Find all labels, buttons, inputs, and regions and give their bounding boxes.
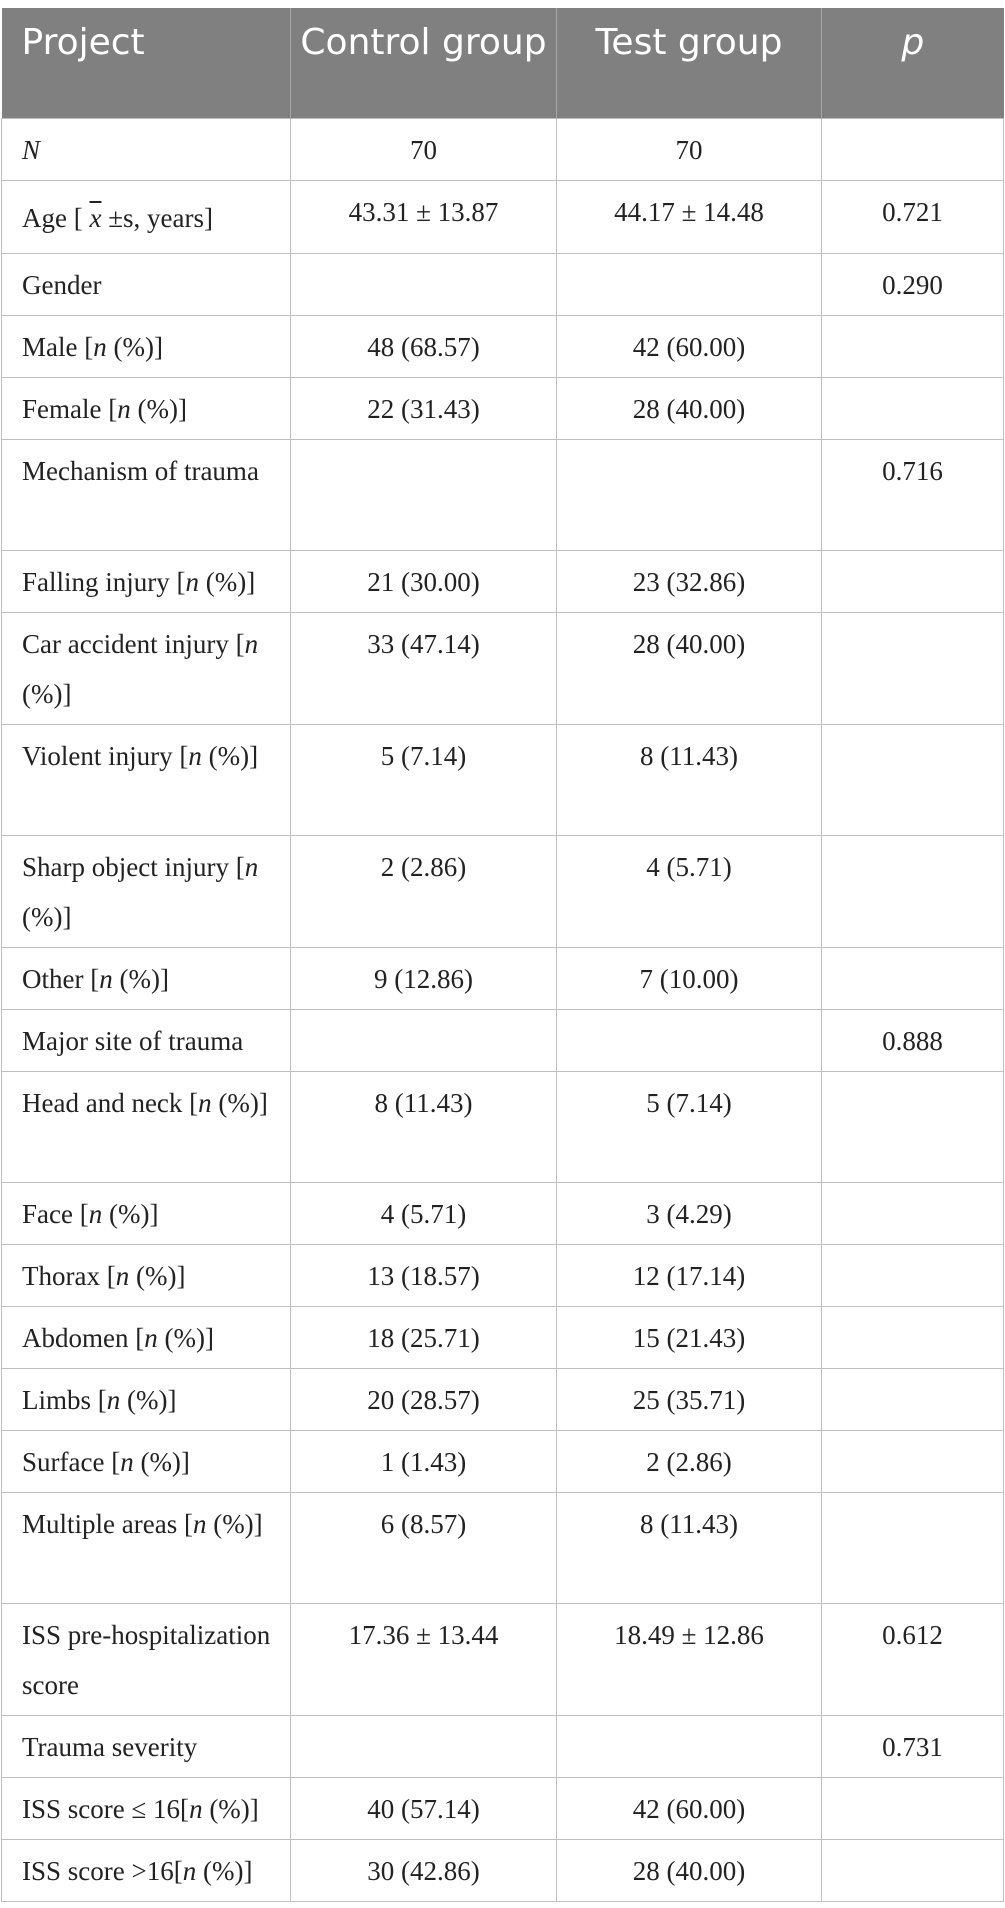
test-group-cell: 2 (2.86) xyxy=(557,1430,822,1492)
row-label xyxy=(2,1244,291,1306)
p-value-cell xyxy=(822,724,1004,835)
row-label-text: Abdomen [ xyxy=(22,1322,145,1353)
p-value-cell xyxy=(822,1839,1004,1901)
row-label-italic: n xyxy=(88,1198,103,1229)
p-value-cell: 0.721 xyxy=(822,180,1004,253)
p-value-cell xyxy=(822,947,1004,1009)
row-label-italic: n xyxy=(93,331,107,362)
table-row xyxy=(2,947,1004,1009)
test-group-cell xyxy=(557,1715,822,1777)
row-label-text: Mechanism of trauma xyxy=(22,455,259,486)
row-label-suffix: (%)] xyxy=(129,1260,186,1291)
baseline-characteristics-table xyxy=(1,8,1004,1902)
row-label xyxy=(2,724,291,835)
table-row xyxy=(2,1182,1004,1244)
table-row xyxy=(2,118,1004,180)
row-label xyxy=(2,1603,291,1715)
table-row xyxy=(2,1715,1004,1777)
table-row xyxy=(2,1306,1004,1368)
p-value-cell xyxy=(822,1306,1004,1368)
row-label-italic: n xyxy=(115,1260,130,1291)
row-label xyxy=(2,315,291,377)
row-label-italic: n xyxy=(188,740,202,771)
p-value-cell xyxy=(822,1182,1004,1244)
row-label-suffix: (%)] xyxy=(133,1446,190,1477)
p-value-cell xyxy=(822,1777,1004,1839)
test-group-cell: 42 (60.00) xyxy=(557,1777,822,1839)
table-row xyxy=(2,724,1004,835)
test-group-cell: 12 (17.14) xyxy=(557,1244,822,1306)
row-label-italic: n xyxy=(244,851,259,882)
row-label-text: Other [ xyxy=(22,963,100,994)
row-label-suffix: (%)] xyxy=(157,1322,214,1353)
row-label-text: Male [ xyxy=(22,331,94,362)
test-group-cell: 5 (7.14) xyxy=(557,1071,822,1182)
p-value-cell xyxy=(822,1430,1004,1492)
row-label xyxy=(2,118,291,180)
control-group-cell: 4 (5.71) xyxy=(291,1182,557,1244)
row-label-text: Major site of trauma xyxy=(22,1025,244,1056)
test-group-cell: 4 (5.71) xyxy=(557,835,822,947)
row-label-text: Car accident injury [ xyxy=(22,628,245,659)
table-row xyxy=(2,180,1004,253)
row-label xyxy=(2,1715,291,1777)
row-label-suffix: (%)] xyxy=(201,740,259,771)
control-group-cell: 22 (31.43) xyxy=(291,377,557,439)
row-label-text: ISS score ≤ 16[ xyxy=(22,1793,190,1824)
control-group-cell: 5 (7.14) xyxy=(291,724,557,835)
p-value-cell: 0.612 xyxy=(822,1603,1004,1715)
control-group-cell: 13 (18.57) xyxy=(291,1244,557,1306)
control-group-cell: 9 (12.86) xyxy=(291,947,557,1009)
row-label-text: Multiple areas [ xyxy=(22,1508,193,1539)
row-label-italic: n xyxy=(189,1793,203,1824)
p-value-cell xyxy=(822,118,1004,180)
mean-symbol: $\overline{x}$ xyxy=(89,202,102,233)
header-row xyxy=(2,8,1004,118)
test-group-cell: 28 (40.00) xyxy=(557,1839,822,1901)
header-project: Project xyxy=(2,8,291,118)
row-label-text: Head and neck [ xyxy=(22,1087,199,1118)
row-label xyxy=(2,835,291,947)
row-label-suffix: (%)] xyxy=(22,901,72,932)
p-value-cell: 0.888 xyxy=(822,1009,1004,1071)
test-group-cell: 70 xyxy=(557,118,822,180)
row-label-text: Trauma severity xyxy=(22,1731,198,1762)
row-label-italic: n xyxy=(120,1446,134,1477)
control-group-cell: 1 (1.43) xyxy=(291,1430,557,1492)
row-label-italic: n xyxy=(192,1508,207,1539)
table-row xyxy=(2,1777,1004,1839)
row-label-suffix: (%)] xyxy=(199,566,256,597)
row-label xyxy=(2,1368,291,1430)
test-group-cell: 44.17 ± 14.48 xyxy=(557,180,822,253)
row-label-italic: n xyxy=(106,1384,121,1415)
table-row xyxy=(2,1492,1004,1603)
control-group-cell: 17.36 ± 13.44 xyxy=(291,1603,557,1715)
control-group-cell: 20 (28.57) xyxy=(291,1368,557,1430)
row-label-italic: n xyxy=(117,393,131,424)
row-label-text: Surface [ xyxy=(22,1446,121,1477)
row-label-text: Gender xyxy=(22,269,102,300)
table-row xyxy=(2,439,1004,550)
control-group-cell: 21 (30.00) xyxy=(291,550,557,612)
row-label xyxy=(2,1071,291,1182)
table-row xyxy=(2,1244,1004,1306)
row-label xyxy=(2,1430,291,1492)
test-group-cell: 42 (60.00) xyxy=(557,315,822,377)
table-row xyxy=(2,253,1004,315)
row-label-italic: n xyxy=(244,628,259,659)
header-control-group: Control group xyxy=(291,8,557,118)
row-label-suffix: (%)] xyxy=(120,1384,177,1415)
row-label-text: ISS pre-hospitalization score xyxy=(22,1619,271,1700)
p-value-cell xyxy=(822,1368,1004,1430)
row-label-text: Thorax [ xyxy=(22,1260,116,1291)
row-label-text: ISS score >16[ xyxy=(22,1855,183,1886)
test-group-cell xyxy=(557,1009,822,1071)
row-label-suffix: (%)] xyxy=(202,1793,259,1824)
control-group-cell: 33 (47.14) xyxy=(291,612,557,724)
row-label-suffix: ±s, years] xyxy=(101,202,214,233)
row-label xyxy=(2,439,291,550)
row-label-suffix: (%)] xyxy=(196,1855,253,1886)
table-row xyxy=(2,1368,1004,1430)
control-group-cell: 43.31 ± 13.87 xyxy=(291,180,557,253)
p-value-cell xyxy=(822,612,1004,724)
header-test-group: Test group xyxy=(557,8,822,118)
row-label xyxy=(2,612,291,724)
row-label xyxy=(2,1839,291,1901)
row-label xyxy=(2,1182,291,1244)
control-group-cell: 18 (25.71) xyxy=(291,1306,557,1368)
test-group-cell: 28 (40.00) xyxy=(557,377,822,439)
row-label xyxy=(2,947,291,1009)
control-group-cell: 30 (42.86) xyxy=(291,1839,557,1901)
control-group-cell xyxy=(291,439,557,550)
row-label xyxy=(2,1492,291,1603)
table-row xyxy=(2,835,1004,947)
row-label-italic: n xyxy=(198,1087,212,1118)
test-group-cell: 15 (21.43) xyxy=(557,1306,822,1368)
row-label xyxy=(2,377,291,439)
test-group-cell: 23 (32.86) xyxy=(557,550,822,612)
row-label xyxy=(2,253,291,315)
table-row xyxy=(2,1430,1004,1492)
row-label xyxy=(2,180,291,253)
table-row xyxy=(2,315,1004,377)
row-label-italic: n xyxy=(182,1855,197,1886)
row-label xyxy=(2,1306,291,1368)
test-group-cell xyxy=(557,253,822,315)
test-group-cell: 3 (4.29) xyxy=(557,1182,822,1244)
row-label-suffix: (%)] xyxy=(106,331,163,362)
table-row xyxy=(2,550,1004,612)
test-group-cell: 18.49 ± 12.86 xyxy=(557,1603,822,1715)
row-label-suffix: (%)] xyxy=(22,678,72,709)
row-label-italic: n xyxy=(185,566,199,597)
p-value-cell xyxy=(822,835,1004,947)
test-group-cell: 25 (35.71) xyxy=(557,1368,822,1430)
row-label-text: Female [ xyxy=(22,393,118,424)
p-value-cell xyxy=(822,1071,1004,1182)
test-group-cell: 28 (40.00) xyxy=(557,612,822,724)
control-group-cell: 2 (2.86) xyxy=(291,835,557,947)
p-value-cell xyxy=(822,315,1004,377)
control-group-cell: 6 (8.57) xyxy=(291,1492,557,1603)
test-group-cell: 7 (10.00) xyxy=(557,947,822,1009)
control-group-cell: 70 xyxy=(291,118,557,180)
row-label-text: Sharp object injury [ xyxy=(22,851,245,882)
p-value-cell xyxy=(822,377,1004,439)
p-value-cell xyxy=(822,1244,1004,1306)
test-group-cell xyxy=(557,439,822,550)
control-group-cell: 8 (11.43) xyxy=(291,1071,557,1182)
p-value-cell xyxy=(822,550,1004,612)
p-value-cell xyxy=(822,1492,1004,1603)
control-group-cell xyxy=(291,253,557,315)
table-row xyxy=(2,1009,1004,1071)
table-row xyxy=(2,1603,1004,1715)
row-label-suffix: (%)] xyxy=(130,393,187,424)
row-label xyxy=(2,1009,291,1071)
row-label-text: Age [ xyxy=(22,202,90,233)
row-label-italic: n xyxy=(144,1322,158,1353)
test-group-cell: 8 (11.43) xyxy=(557,724,822,835)
row-label-italic: n xyxy=(99,963,113,994)
row-label-suffix: (%)] xyxy=(112,963,169,994)
row-label-italic: N xyxy=(22,134,41,165)
control-group-cell xyxy=(291,1715,557,1777)
row-label xyxy=(2,1777,291,1839)
row-label-text: Face [ xyxy=(22,1198,89,1229)
row-label-text: Violent injury [ xyxy=(22,740,189,771)
row-label-suffix: (%)] xyxy=(211,1087,268,1118)
p-value-cell: 0.731 xyxy=(822,1715,1004,1777)
table-row xyxy=(2,1071,1004,1182)
p-value-cell: 0.716 xyxy=(822,439,1004,550)
header-p-value: p xyxy=(822,8,1004,118)
control-group-cell: 40 (57.14) xyxy=(291,1777,557,1839)
row-label-text: Falling injury [ xyxy=(22,566,186,597)
row-label-suffix: (%)] xyxy=(102,1198,159,1229)
control-group-cell xyxy=(291,1009,557,1071)
row-label-suffix: (%)] xyxy=(206,1508,263,1539)
row-label-text: Limbs [ xyxy=(22,1384,107,1415)
table-row xyxy=(2,1839,1004,1901)
row-label xyxy=(2,550,291,612)
table-row xyxy=(2,377,1004,439)
table-row xyxy=(2,612,1004,724)
control-group-cell: 48 (68.57) xyxy=(291,315,557,377)
test-group-cell: 8 (11.43) xyxy=(557,1492,822,1603)
p-value-cell: 0.290 xyxy=(822,253,1004,315)
